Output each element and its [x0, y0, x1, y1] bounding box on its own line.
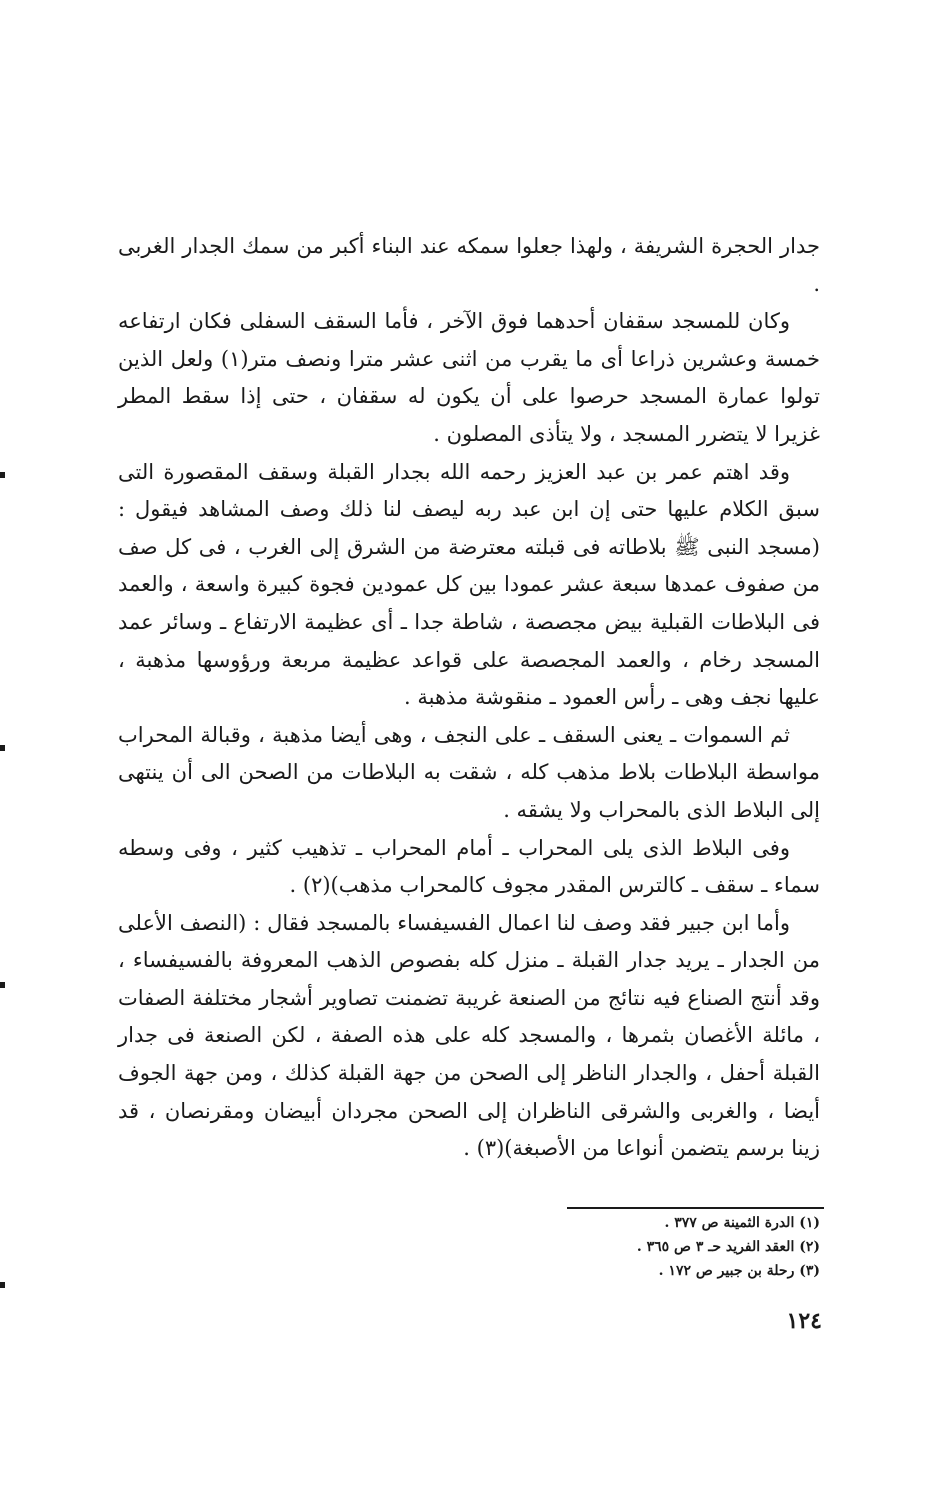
paragraph-3: وقد اهتم عمر بن عبد العزيز رحمه الله بجدار القبلة وسقف المقصورة التى سبق الكلام عليها حتى إن ابن عبد ربه ليصف لنا ذلك وصف المشاهد فيقول : (مسجد النبى ﷺ بلاطاته فى قبلته معترضة من الشرق إلى الغرب ، فى كل صف من صفوف عمدها سبعة عشر عمودا بين كل عمودين فجوة كبيرة واسعة ، والعمد فى البلاطات القبلية بيض مجصصة ، شاطة جدا ـ أى عظيمة الارتفاع ـ وسائر عمد المسجد رخام ، والعمد المجصصة على قواعد عظيمة مربعة ورؤوسها مذهبة ، عليها نجف وهى ـ رأس العمود ـ منقوشة مذهبة . [118, 459, 820, 710]
footnote-divider [567, 1207, 824, 1209]
main-text [118, 228, 820, 1168]
paragraph-6: وأما ابن جبير فقد وصف لنا اعمال الفسيفساء بالمسجد فقال : (النصف الأعلى من الجدار ـ يريد جدار القبلة ـ منزل كله بفصوص الذهب المعروفة بالفسيفساء ، وقد أنتج الصناع فيه نتائج من الصنعة غريبة تضمنت تصاوير أشجار مختلفة الصفات ، مائلة الأغصان بثمرها ، والمسجد كله على هذه الصفة ، لكن الصنعة فى جدار القبلة أحفل ، والجدار الناظر إلى الصحن من جهة القبلة كذلك ، ومن جهة الجوف أيضا ، والغربى والشرقى الناظران إلى الصحن مجردان أبيضان ومقرنصان ، قد زينا برسم يتضمن أنواعا من الأصبغة)(٣) . [118, 910, 820, 1161]
paragraph-4: ثم السموات ـ يعنى السقف ـ على النجف ، وهى أيضا مذهبة ، وقبالة المحراب مواسطة البلاطات بلاط مذهب كله ، شقت به البلاطات من الصحن الى أن ينتهى إلى البلاط الذى بالمحراب ولا يشقه . [118, 722, 820, 822]
scan-edge-mark [0, 982, 5, 988]
footnotes [400, 1211, 820, 1283]
paragraph-5: وفى البلاط الذى يلى المحراب ـ أمام المحراب ـ تذهيب كثير ، وفى وسطه سماء ـ سقف ـ كالترس المقدر مجوف كالمحراب مذهب)(٢) . [118, 835, 820, 898]
footnote-1: (١) الدرة الثمينة ص ٣٧٧ . [664, 1215, 820, 1231]
scan-edge-mark [0, 745, 5, 751]
paragraph-1: جدار الحجرة الشريفة ، ولهذا جعلوا سمكه عند البناء أكبر من سمك الجدار الغربى . [118, 234, 820, 296]
scan-edge-mark [0, 1282, 5, 1288]
paragraph-2: وكان للمسجد سقفان أحدهما فوق الآخر ، فأما السقف السفلى فكان ارتفاعه خمسة وعشرين ذراعا أى ما يقرب من اثنى عشر مترا ونصف متر(١) ولعل الذين تولوا عمارة المسجد حرصوا على أن يكون له سقفان ، حتى إذا سقط المطر غزيرا لا يتضرر المسجد ، ولا يتأذى المصلون . [118, 309, 820, 446]
scan-edge-mark [0, 472, 5, 478]
page-number: ١٢٤ [786, 1308, 822, 1334]
footnote-3: (٣) رحلة بن جبير ص ١٧٢ . [658, 1263, 820, 1279]
footnote-2: (٢) العقد الفريد حـ ٣ ص ٣٦٥ . [636, 1239, 820, 1255]
